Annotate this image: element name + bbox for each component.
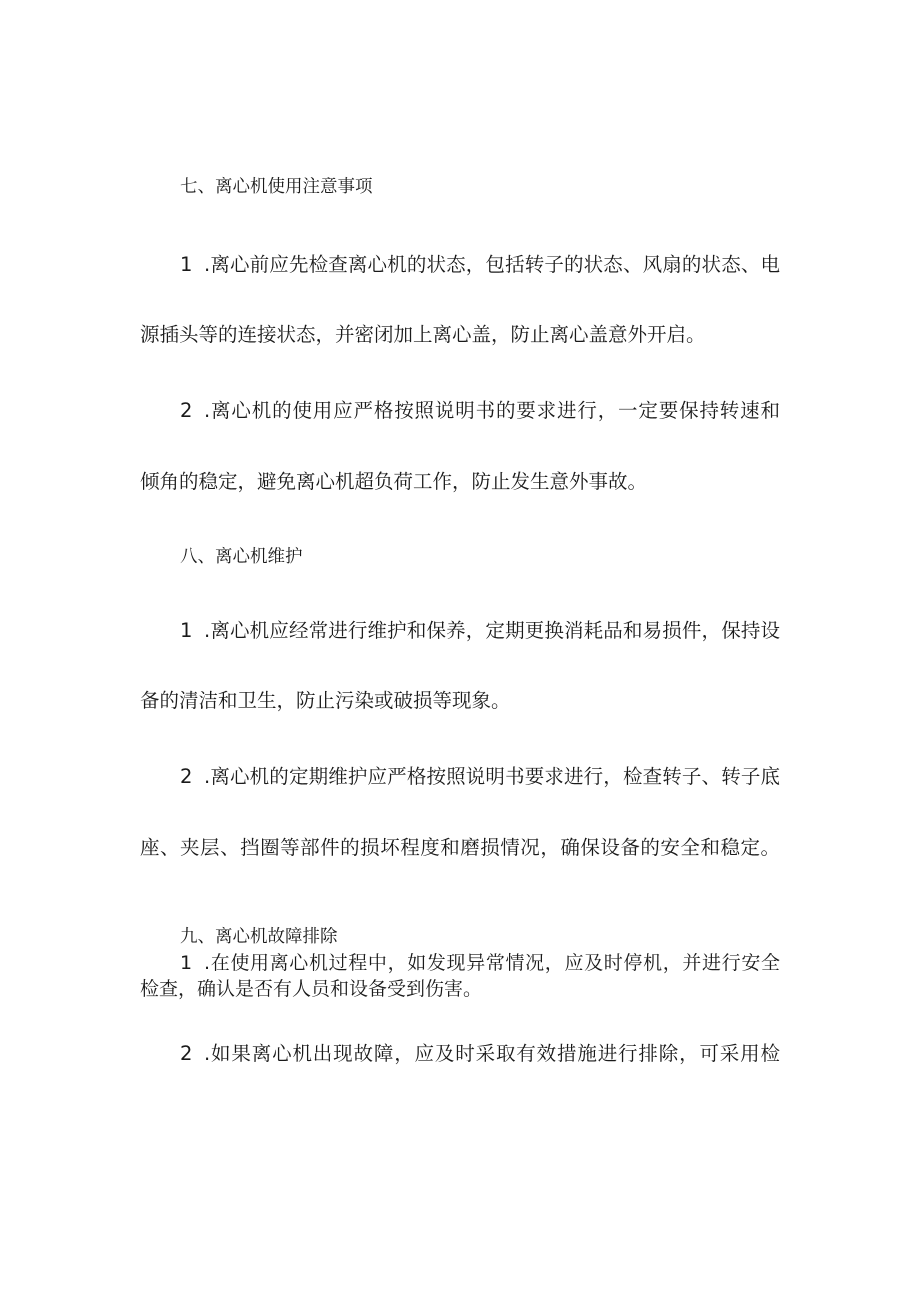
- list-item-continuation: 倾角的稳定，避免离心机超负荷工作，防止发生意外事故。: [140, 470, 648, 493]
- section-heading: 八、离心机维护: [180, 547, 303, 567]
- list-item-first-line: [140, 252, 780, 278]
- list-item-first-line: [140, 1041, 780, 1067]
- list-item-first-line: [140, 398, 780, 424]
- list-item-continuation: 备的清洁和卫生，防止污染或破损等现象。: [140, 689, 511, 712]
- item-number: 2: [180, 1042, 193, 1065]
- item-text: .在使用离心机过程中，如发现异常情况，应及时停机，并进行安全: [204, 952, 780, 974]
- list-item-continuation: 源插头等的连接状态，并密闭加上离心盖，防止离心盖意外开启。: [140, 323, 706, 346]
- item-text: .离心前应先检查离心机的状态，包括转子的状态、风扇的状态、电: [204, 253, 780, 276]
- list-item-first-line: [180, 950, 780, 976]
- item-number: 1: [180, 253, 193, 276]
- section-heading: 七、离心机使用注意事项: [180, 177, 373, 197]
- item-number: 2: [180, 399, 193, 422]
- item-text: .如果离心机出现故障，应及时采取有效措施进行排除，可采用检: [204, 1042, 780, 1065]
- item-number: 1: [180, 952, 193, 974]
- list-item-continuation: 检查，确认是否有人员和设备受到伤害。: [140, 978, 483, 1000]
- item-number: 1: [180, 619, 193, 642]
- item-text: .离心机的定期维护应严格按照说明书要求进行，检查转子、转子底: [204, 765, 780, 788]
- item-number: 2: [180, 765, 193, 788]
- list-item-first-line: [140, 764, 780, 790]
- item-text: .离心机的使用应严格按照说明书的要求进行，一定要保持转速和: [204, 399, 780, 422]
- item-text: .离心机应经常进行维护和保养，定期更换消耗品和易损件，保持设: [204, 619, 780, 642]
- section-heading: 九、离心机故障排除: [180, 927, 338, 947]
- list-item-continuation: 座、夹层、挡圈等部件的损坏程度和磨损情况，确保设备的安全和稳定。: [140, 836, 780, 859]
- list-item-first-line: [140, 618, 780, 644]
